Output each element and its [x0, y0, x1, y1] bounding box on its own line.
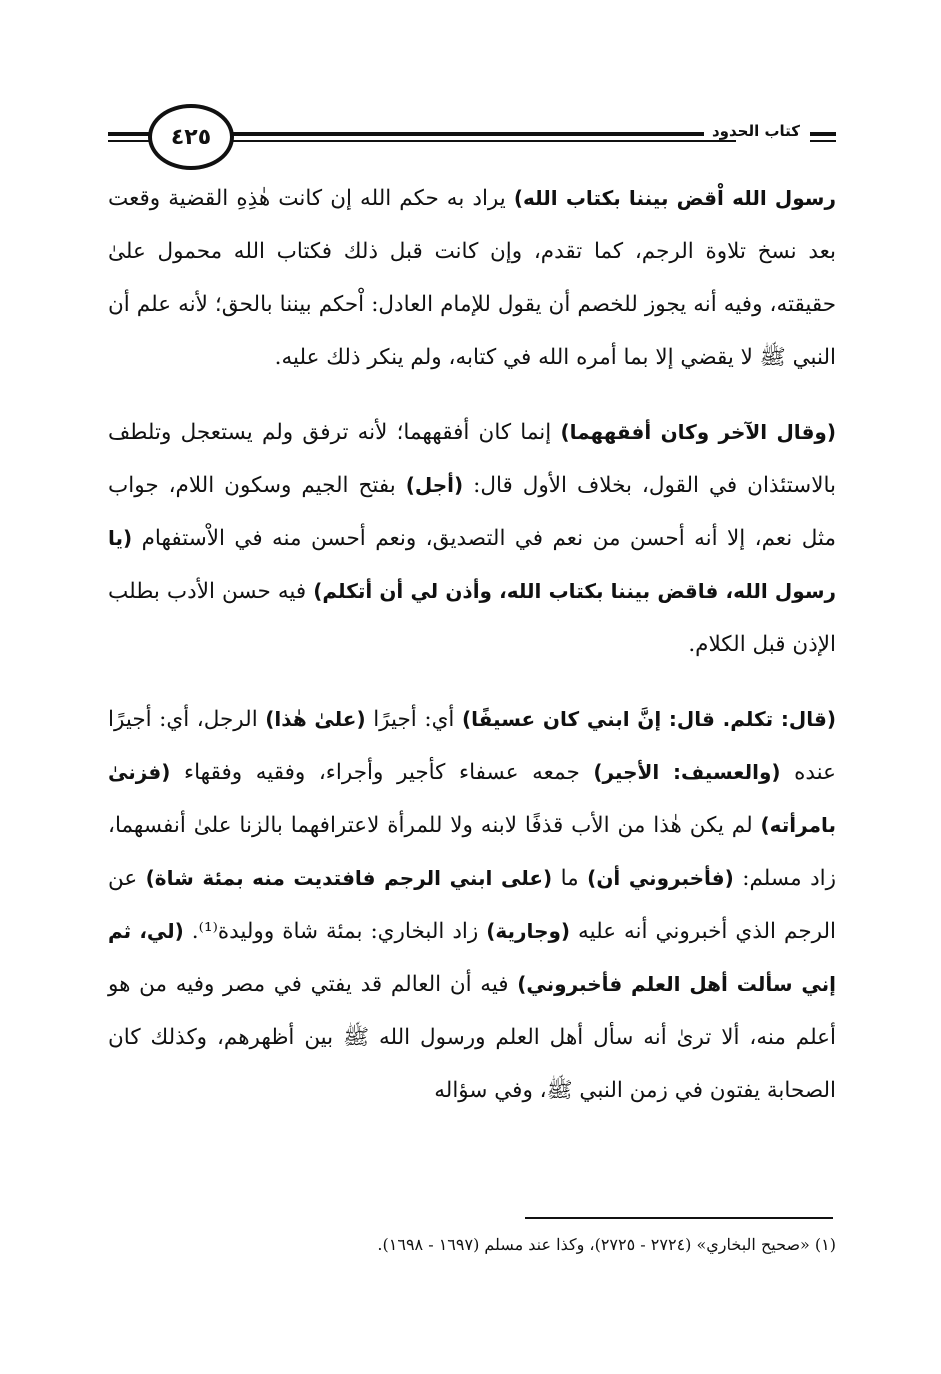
footnote: (١) «صحيح البخاري» (٢٧٢٤ - ٢٧٢٥)، وكذا عند مسلم (١٦٩٧ - ١٦٩٨). — [377, 1235, 836, 1254]
commentary-text: ما — [552, 866, 588, 891]
quoted-text: (وجارية) — [486, 919, 571, 943]
quoted-text: (على ابني الرجم فافتديت منه بمئة شاة) — [145, 866, 553, 890]
quoted-text: (قال: تكلم. قال: إنَّ ابني كان عسيفًا) — [461, 707, 836, 731]
header-rule-stub-right-thin — [810, 140, 836, 142]
commentary-text: يراد به حكم الله إن كانت هٰذِهِ القضية وقعت بعد نسخ تلاوة الرجم، كما تقدم، وإن كانت قبل ذلك فكتاب الله محمول علىٰ حقيقته، وفيه أنه يجوز للخصم أن يقول للإمام العادل: اْحكم بيننا بالحق؛ لأنه علم أن النبي ﷺ لا يقضي إلا بما أمره الله في كتابه، ولم ينكر ذلك عليه. — [108, 186, 836, 370]
quoted-text: رسول الله اْقض بيننا بكتاب الله) — [513, 186, 836, 210]
quoted-text: (يا رسول الله، فاقض بيننا بكتاب الله، وأذن لي أن أتكلم) — [108, 526, 837, 603]
commentary-text: جمعه عسفاء كأجير وأجراء، وفقيه وفقهاء — [170, 760, 594, 785]
commentary-text: زاد البخاري: بمئة شاة ووليدة⁽¹⁾. — [183, 919, 487, 944]
paragraph — [108, 693, 836, 1117]
quoted-text: (وقال الآخر وكان أفقههما) — [560, 420, 836, 444]
header-rule-thin — [188, 140, 736, 142]
commentary-text: عن الرجم الذي أخبروني أنه عليه — [108, 866, 837, 944]
commentary-text: فيه حسن الأدب بطلب الإذن قبل الكلام. — [108, 579, 836, 657]
header-rule-stub-thin — [108, 140, 154, 142]
commentary-text: لم يكن هٰذا من الأب قذفًا لابنه ولا للمرأة لاعترافهما بالزنا علىٰ أنفسهما، زاد مسلم: — [108, 813, 836, 891]
header-rule-thick — [188, 132, 736, 136]
paragraph — [108, 172, 836, 384]
paragraph — [108, 406, 836, 671]
footnote-separator — [525, 1217, 833, 1219]
quoted-text: (فزنىٰ بامرأته) — [108, 760, 836, 837]
header-rule-stub-right — [810, 132, 836, 136]
quoted-text: (والعسيف: الأجير) — [593, 760, 781, 784]
commentary-text: أي: أجيرًا — [365, 707, 462, 732]
page-header — [108, 104, 836, 166]
main-text — [108, 172, 836, 1139]
commentary-text: إنما كان أفقههما؛ لأنه ترفق ولم يستعجل وتلطف بالاستئذان في القول، بخلاف الأول قال: — [108, 420, 836, 498]
page-number: ٤٢٥ — [148, 104, 234, 170]
book-title: كتاب الحدود — [704, 122, 808, 140]
commentary-text: فيه أن العالم قد يفتي في مصر وفيه من هو أعلم منه، ألا ترىٰ أنه سأل أهل العلم ورسول الله ﷺ بين أظهرهم، وكذلك كان الصحابة يفتون في زمن النبي ﷺ، وفي سؤاله — [108, 972, 836, 1103]
quoted-text: (أجل) — [405, 473, 464, 497]
quoted-text: (فأخبروني أن) — [587, 866, 734, 890]
commentary-text: الرجل، أي: أجيرًا عنده — [108, 707, 836, 785]
commentary-text: بفتح الجيم وسكون اللام، جواب مثل نعم، إلا أنه أحسن من نعم في التصديق، ونعم أحسن منه في الاْستفهام — [108, 473, 836, 551]
quoted-text: (لي، ثم إني سألت أهل العلم فأخبروني) — [108, 919, 836, 996]
quoted-text: (علىٰ هٰذا) — [265, 707, 366, 731]
